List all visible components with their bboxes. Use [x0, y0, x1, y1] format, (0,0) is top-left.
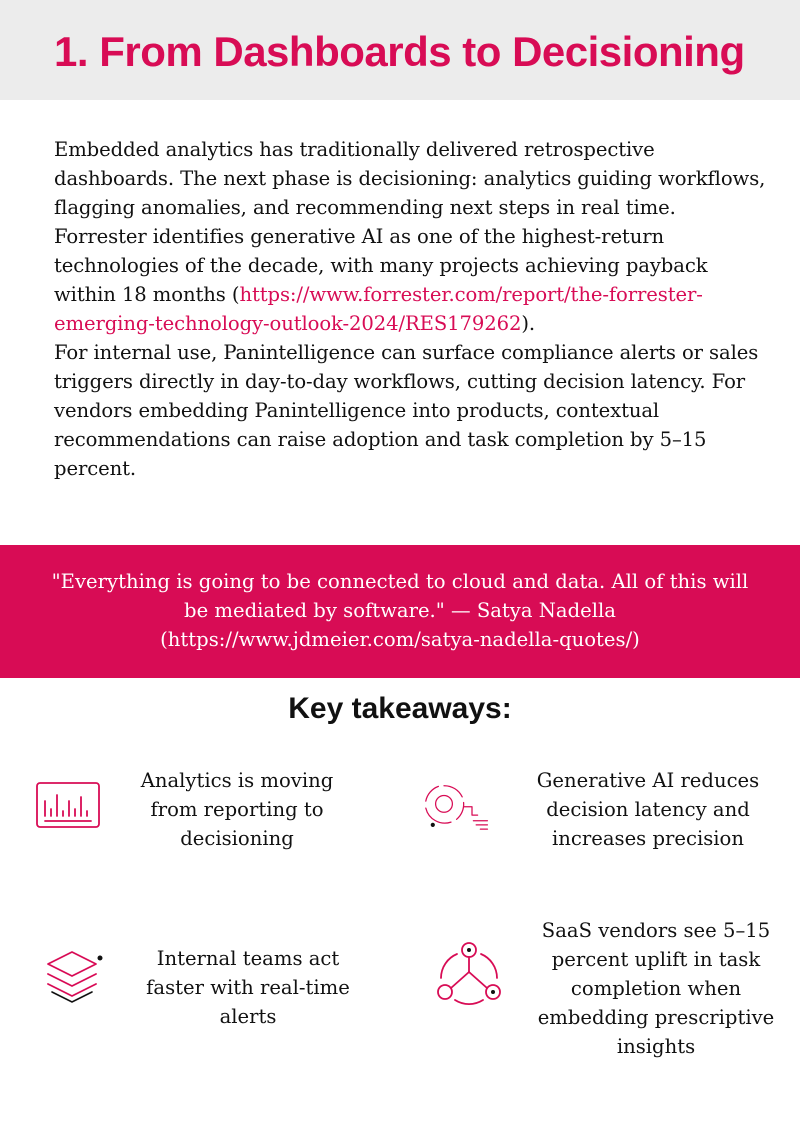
paragraph-1: Embedded analytics has traditionally delivered retrospective dashboards. The next phase is decisioning: analytics guiding workflows, flagging anomalies, and recommending next steps in real time.	[54, 138, 766, 219]
takeaways-title: Key takeaways:	[288, 692, 512, 725]
quote-band	[0, 545, 800, 678]
network-nodes-icon	[433, 938, 503, 1008]
paragraph-2-lead: Forrester identifies generative AI as one of the highest-return technologies of the decade, with many projects achieving payback within 18 months (	[54, 225, 708, 306]
title-header	[0, 0, 800, 100]
takeaway-text-4: SaaS vendors see 5–15 percent uplift in task completion when embedding prescriptive insights	[537, 919, 775, 1058]
paragraph-2	[54, 222, 774, 338]
bar-chart-monitor-icon	[33, 771, 103, 841]
forrester-link[interactable]: https://www.forrester.com/report/the-forrester-emerging-technology-outlook-2024/RES179262	[54, 283, 703, 335]
takeaway-text-2: Generative AI reduces decision latency and increases precision	[536, 769, 760, 850]
paragraph-3: For internal use, Panintelligence can surface compliance alerts or sales triggers directly in day-to-day workflows, cutting decision latency. For vendors embedding Panintelligence into products, contextual recommendations can raise adoption and task completion by 5–15 percent.	[54, 341, 759, 480]
radial-chart-icon	[423, 771, 493, 841]
takeaway-text-1: Analytics is moving from reporting to decisioning	[140, 769, 334, 850]
page-title: 1. From Dashboards to Decisioning	[54, 28, 745, 75]
takeaway-text-3: Internal teams act faster with real-time alerts	[146, 947, 350, 1028]
body-text	[54, 135, 774, 483]
paragraph-2-tail: ).	[521, 312, 536, 335]
quote-text: "Everything is going to be connected to cloud and data. All of this will be mediated by software." — Satya Nadella (https://www.jdmeier.com/satya-nadella-quotes/)	[51, 570, 749, 651]
layers-stack-icon	[42, 944, 112, 1014]
